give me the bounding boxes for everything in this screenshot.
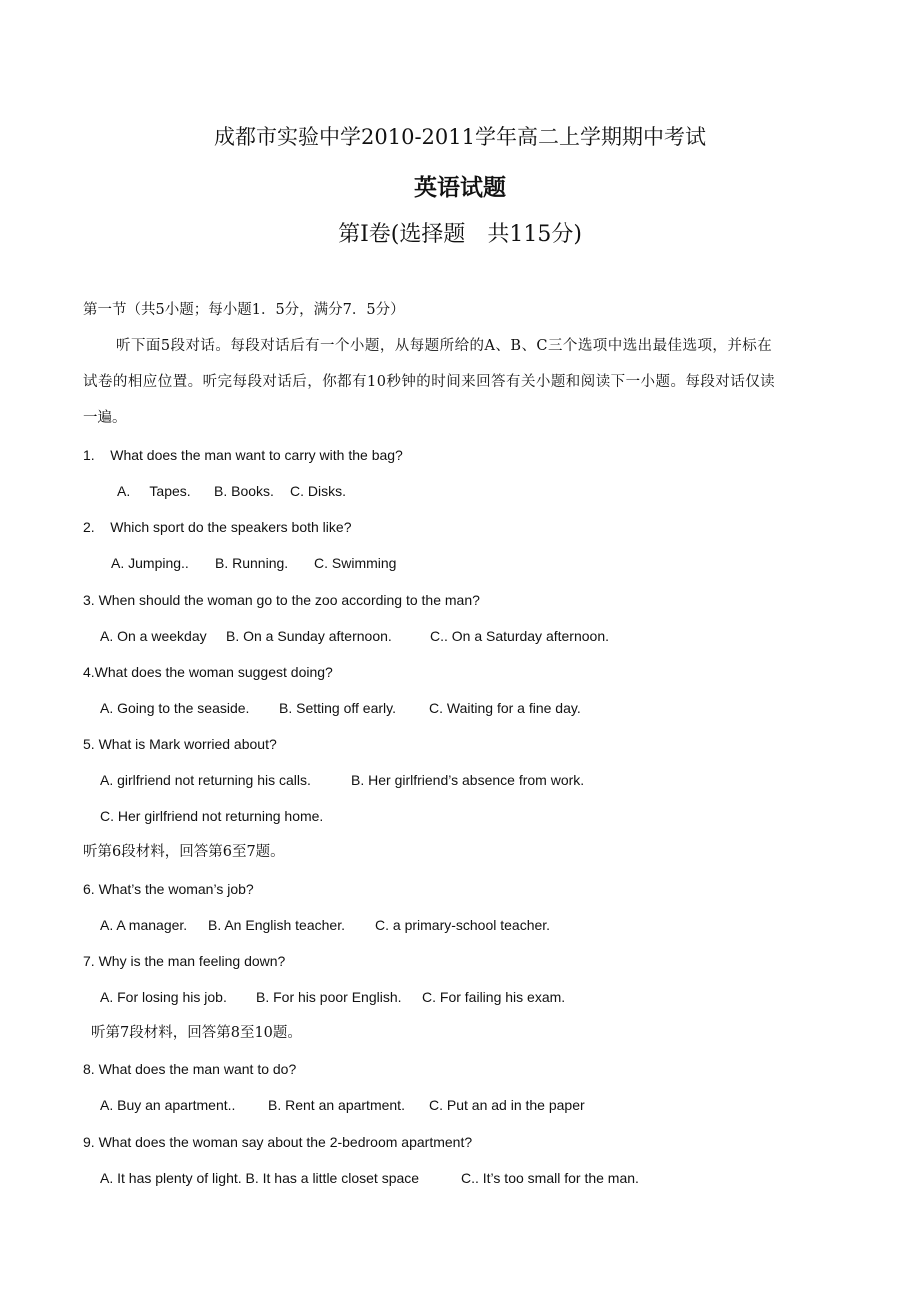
option-c: C. Swimming [314,555,397,571]
option-c: C. Her girlfriend not returning home. [100,808,324,824]
section-heading: 第一节（共5小题；每小题1．5分，满分7．5分） [83,302,405,318]
subject-title: 英语试题 [414,174,506,201]
options-row [0,552,920,574]
option-c: C. Waiting for a fine day. [429,700,581,716]
question-4: 4.What does the woman suggest doing? [83,664,333,680]
option-a: A. A manager. [100,917,188,933]
option-c: C. Put an ad in the paper [429,1097,585,1113]
question-6: 6. What’s the woman’s job? [83,881,254,897]
option-a: A. girlfriend not returning his calls. [100,772,311,788]
option-b: B. Books. [214,483,274,499]
school-title: 成都市实验中学2010-2011学年高二上学期期中考试 [214,125,706,149]
option-a: A. Tapes. [117,483,191,499]
question-2: 2. Which sport do the speakers both like? [83,519,352,535]
option-b: B. Rent an apartment. [268,1097,405,1113]
option-a: A. Going to the seaside. [100,700,250,716]
question-8: 8. What does the man want to do? [83,1061,297,1077]
question-7: 7. Why is the man feeling down? [83,953,286,969]
option-c: C.. It’s too small for the man. [461,1170,639,1186]
option-b: B. Her girlfriend’s absence from work. [351,772,585,788]
option-b: B. An English teacher. [208,917,345,933]
option-c: C. Disks. [290,483,346,499]
option-b: B. Running. [215,555,289,571]
option-c: C. For failing his exam. [422,989,566,1005]
option-c: C. a primary-school teacher. [375,917,551,933]
instructions-line: 一遍。 [83,410,127,426]
options-row [0,1094,920,1116]
option-a: A. On a weekday [100,628,207,644]
instructions-line: 试卷的相应位置。听完每段对话后，你都有10秒钟的时间来回答有关小题和阅读下一小题。每段对话仅读 [83,374,776,390]
option-b: B. On a Sunday afternoon. [226,628,392,644]
option-a: A. Jumping.. [111,555,189,571]
option-c: C.. On a Saturday afternoon. [430,628,609,644]
part-title: 第Ⅰ卷(选择题 共115分) [338,222,582,247]
option-b: B. Setting off early. [279,700,396,716]
options-row [0,914,920,936]
option-b: B. For his poor English. [256,989,402,1005]
passage-note: 听第7段材料，回答第8至10题。 [91,1025,302,1041]
option-a: A. Buy an apartment.. [100,1097,236,1113]
options-row [0,769,920,791]
options-row [0,986,920,1008]
option-a: A. For losing his job. [100,989,227,1005]
option-a-b: A. It has plenty of light. B. It has a little closet space [100,1170,420,1186]
options-row [0,1167,920,1189]
question-5: 5. What is Mark worried about? [83,736,277,752]
instructions-line: 听下面5段对话。每段对话后有一个小题，从每题所给的A、B、C三个选项中选出最佳选项，并标在 [116,338,773,354]
question-9: 9. What does the woman say about the 2-bedroom apartment? [83,1134,473,1150]
passage-note: 听第6段材料，回答第6至7题。 [83,844,285,860]
question-1: 1. What does the man want to carry with the bag? [83,447,403,463]
question-3: 3. When should the woman go to the zoo according to the man? [83,592,480,608]
options-row [0,697,920,719]
options-row [0,480,920,502]
options-row [0,625,920,647]
